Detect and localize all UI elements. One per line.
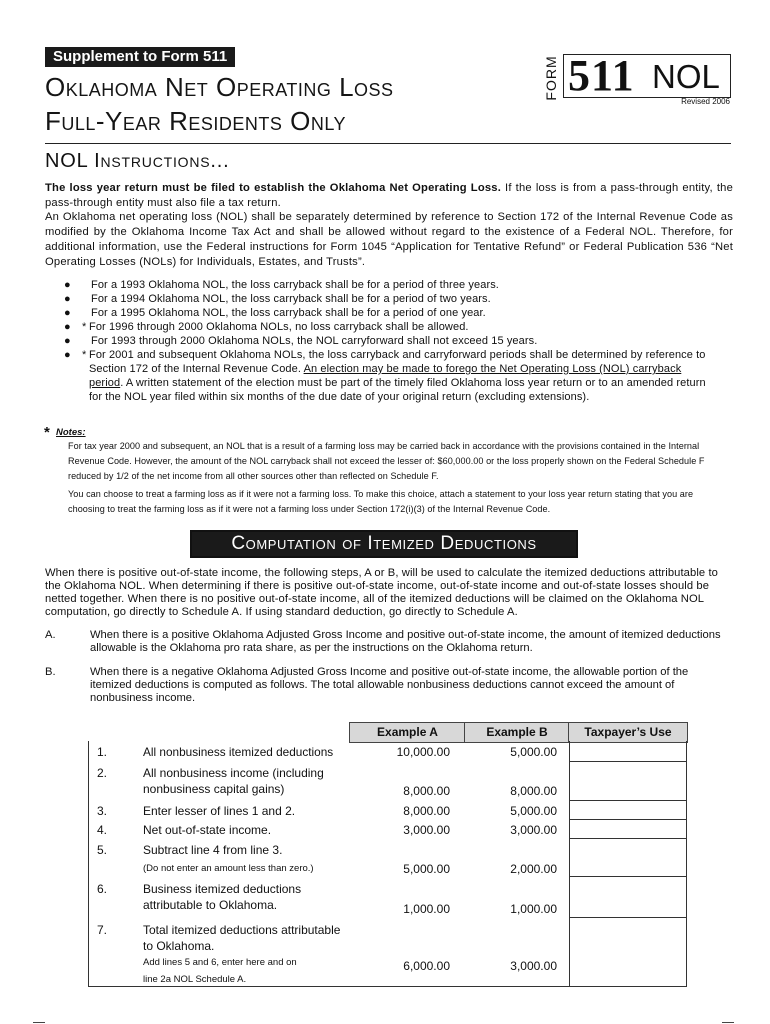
row-number: 6.: [97, 882, 108, 896]
header-divider: [45, 143, 731, 144]
notes-asterisk: *: [44, 424, 50, 441]
row-label: Net out-of-state income.: [143, 823, 272, 837]
form-number-box: [563, 51, 731, 100]
table-right-border: [686, 741, 687, 987]
taxpayer-input-line2[interactable]: [570, 762, 685, 799]
row-number: 7.: [97, 923, 108, 937]
notes-label: Notes:: [56, 427, 86, 438]
row-note: (Do not enter an amount less than zero.): [143, 863, 314, 874]
example-b-value: 3,000.00: [510, 823, 557, 837]
example-a-value: 1,000.00: [403, 902, 450, 916]
row-number: 4.: [97, 823, 108, 837]
form-title-line1: Oklahoma Net Operating Loss: [45, 72, 394, 102]
example-a-value: 5,000.00: [403, 862, 450, 876]
taxpayer-input-line1[interactable]: [570, 742, 685, 760]
instructions-heading: NOL Instructions...: [45, 150, 230, 172]
form-title-line2: Full-Year Residents Only: [45, 106, 347, 136]
row-number: 3.: [97, 804, 108, 818]
example-a-value: 8,000.00: [403, 804, 450, 818]
computation-intro: When there is positive out-of-state income, the following steps, A or B, will be used to calculate the itemized deductions attributable to the Oklahoma NOL. When determining if there is positive out-of-state income, out-of-state income and out-of-state losses should be netted together. When there is no positive out-of-state income, all of the itemized deductions will be claimed on the Oklahoma NOL computation, go directly to Schedule A. If using standard deduction, go directly to Schedule A.: [45, 567, 718, 618]
supplement-label: Supplement to Form 511: [45, 47, 235, 67]
example-a-value: 10,000.00: [396, 745, 450, 759]
header-example-a: Example A: [349, 722, 466, 743]
example-b-value: 5,000.00: [510, 745, 557, 759]
item-a-text: When there is a positive Oklahoma Adjusted Gross Income and positive out-of-state income, the amount of itemized deductions allowable is the Oklahoma pro rata share, as per the instructions on the Oklahoma return.: [90, 629, 721, 654]
taxpayer-input-line4[interactable]: [570, 820, 685, 837]
page-edge-mark: [722, 1022, 734, 1023]
header-example-b: Example B: [464, 722, 570, 743]
row-label: Subtract line 4 from line 3.: [143, 843, 283, 857]
example-b-value: 2,000.00: [510, 862, 557, 876]
form-number: 511: [568, 51, 635, 100]
computation-section-title: Computation of Itemized Deductions: [190, 530, 578, 558]
row-label: All nonbusiness income (including nonbusiness capital gains): [143, 766, 324, 796]
bullet-item: ● * For 2001 and subsequent Oklahoma NOLs, the loss carryback and carryforward periods shall be determined by reference to Section 172 of the Internal Revenue Code. An election may be made to forego the Net Operating Loss (NOL) carryback period. A written statement of the election must be part of the timely filed Oklahoma loss year return or to an amended return for the NOL year filed within six months of the due date of your original return (excluding extensions).: [64, 349, 706, 403]
row-note: Add lines 5 and 6, enter here and on line 2a NOL Schedule A.: [143, 957, 297, 985]
row-label: All nonbusiness itemized deductions: [143, 745, 334, 759]
taxpayer-input-line3[interactable]: [570, 801, 685, 818]
taxpayer-input-line7[interactable]: [570, 918, 685, 985]
farming-loss-note: For tax year 2000 and subsequent, an NOL that is a result of a farming loss may be carried back in accordance with the provisions contained in the Internal Revenue Code. However, the amount of the NOL carryback shall not exceed the lesser of: $60,000.00 or the loss properly shown on the Federal Schedule F reduced by 1/2 of the net income from all other sources other than reflected on Schedule F.: [68, 441, 705, 481]
example-a-value: 6,000.00: [403, 959, 450, 973]
row-label: Total itemized deductions attributable to Oklahoma.: [143, 923, 341, 953]
taxpayer-input-line6[interactable]: [570, 877, 685, 916]
table-left-border: [88, 741, 89, 987]
example-b-value: 5,000.00: [510, 804, 557, 818]
taxpayer-input-line5[interactable]: [570, 839, 685, 875]
row-label: Business itemized deductions attributable to Oklahoma.: [143, 882, 302, 912]
row-number: 2.: [97, 766, 108, 780]
form-suffix: NOL: [652, 58, 720, 95]
page-edge-mark: [33, 1022, 45, 1023]
row-number: 1.: [97, 745, 108, 759]
revised-date: Revised 2006: [681, 97, 730, 106]
example-a-value: 3,000.00: [403, 823, 450, 837]
item-b-letter: B.: [45, 666, 56, 678]
item-b-text: When there is a negative Oklahoma Adjusted Gross Income and positive out-of-state income, the allowable portion of the itemized deductions is computed as follows. The total allowable nonbusiness deductions cannot exceed the amount of nonbusiness income.: [90, 666, 689, 704]
item-a-letter: A.: [45, 629, 56, 641]
form-label: FORM: [543, 55, 559, 101]
example-b-value: 8,000.00: [510, 784, 557, 798]
header-taxpayer-use: Taxpayer’s Use: [568, 722, 688, 743]
farming-choice-note: You can choose to treat a farming loss as if it were not a farming loss. To make this choice, attach a statement to your loss year return stating that you are choosing to treat the farming loss as if it were not a farming loss under Section 172(i)(3) of the Internal Revenue Code.: [68, 489, 694, 514]
nol-definition-paragraph: An Oklahoma net operating loss (NOL) shall be separately determined by reference to Section 172 of the Internal Revenue Code as modified by the Oklahoma Income Tax Act and shall be allowed without regard to the existence of a Federal NOL. Therefore, for additional information, use the Federal instructions for Form 1045 “Application for Tentative Refund” or Federal Publication 536 “Net Operating Losses (NOLs) for Individuals, Estates, and Trusts”.: [45, 211, 733, 268]
row-label: Enter lesser of lines 1 and 2.: [143, 804, 296, 818]
example-b-value: 1,000.00: [510, 902, 557, 916]
intro-paragraph: The loss year return must be filed to establish the Oklahoma Net Operating Loss. If the loss is from a pass-through entity, the pass-through entity must also file a tax return.: [45, 182, 733, 209]
example-a-value: 8,000.00: [403, 784, 450, 798]
example-b-value: 3,000.00: [510, 959, 557, 973]
row-number: 5.: [97, 843, 108, 857]
